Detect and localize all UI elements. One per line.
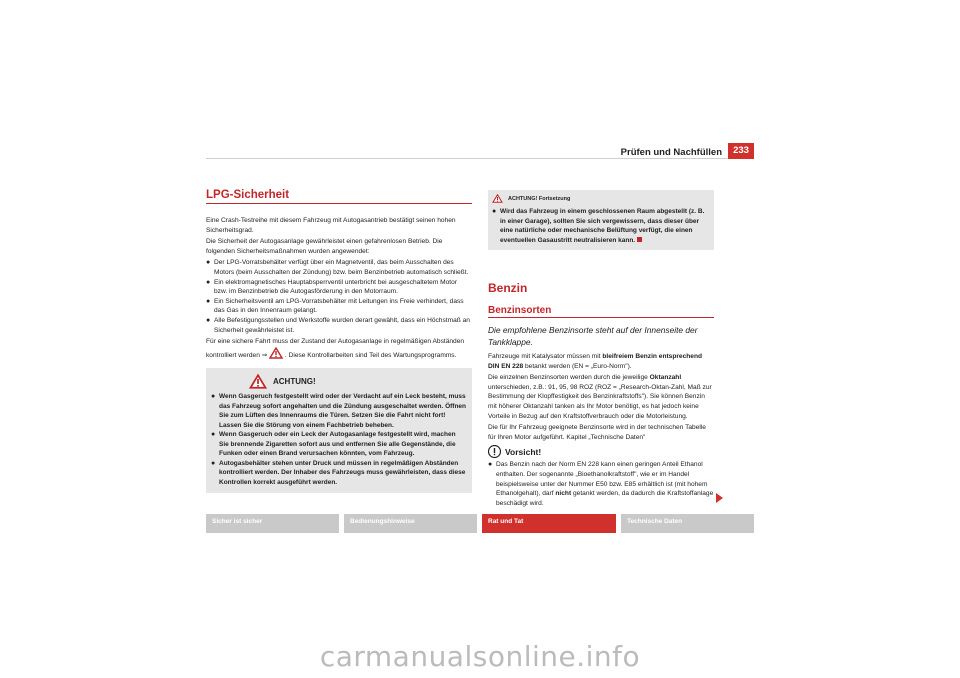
paragraph: Für eine sichere Fahrt muss der Zustand der Autogasanlage in regelmäßigen Abständen kontrolliert werden ⇒ . Diese Kontrollarbeiten sind Teil des Wartungsprogramms. — [206, 338, 465, 359]
warning-ref-icon — [269, 347, 283, 359]
footer-tab-technische-daten[interactable]: Technische Daten — [621, 514, 754, 533]
section-title-lpg: LPG-Sicherheit — [206, 189, 290, 201]
list-item: ● Das Benzin nach der Norm EN 228 kann einen geringen Anteil Ethanol enthalten. Der sogenannte „Bioethanolkraftstoff", wie er im Handel beispielsweise unter der Nummer E50 bzw. E85 erhältlich ist (mit hohem Ethanolgehalt), darf nicht getankt werden, da dadurch die Kraftstoffanlage beschädigt wird. — [488, 461, 714, 507]
warning-continued-text — [492, 207, 710, 245]
caution-icon — [488, 445, 501, 458]
chapter-title: Prüfen und Nachfüllen — [620, 147, 722, 158]
list-item: ● Autogasbehälter stehen unter Druck und müssen in regelmäßigen Abständen kontrolliert werden. Der Inhaber des Fahrzeugs muss gewährleisten, dass diese Kontrollen korrekt ausgeführt werden. — [211, 459, 466, 486]
page-number: 233 — [728, 143, 754, 159]
watermark: carmanualsonline.info — [319, 640, 641, 673]
list-item: ● Der LPG-Vorratsbehälter verfügt über ein Magnetventil, das beim Ausschalten des Motors (beim Ausschalten der Zündung) bzw. beim Benzinbetrieb automatisch schließt. — [206, 259, 469, 276]
list-item: ● Wird das Fahrzeug in einem geschlossenen Raum abgestellt (z. B. in einer Garage), sollten Sie sich vergewissern, dass dieser über eine natürliche oder mechanische Belüftung verfügt, die einen eventuellen Gasaustritt neutralisieren kann. — [492, 208, 705, 244]
warning-continued-box — [488, 190, 714, 250]
footer-tab-sicher[interactable]: Sicher ist sicher — [206, 514, 339, 533]
caution-title: Vorsicht! — [505, 446, 542, 457]
paragraph: Die Sicherheit der Autogasanlage gewährleistet einen gefahrenlosen Betrieb. Die folgenden Sicherheitsmaßnahmen wurden angewendet: — [206, 238, 443, 255]
end-marker-icon — [637, 237, 642, 242]
list-item: ● Ein elektromagnetisches Hauptabsperrventil unterbricht bei ausgeschaltetem Motor bzw. im Benzinbetrieb die Autogasförderung in den Motorraum. — [206, 278, 457, 296]
paragraph: Die einzelnen Benzinsorten werden durch die jeweilige Oktanzahl unterschieden, z.B.: 91, 95, 98 ROZ (ROZ = „Research-Oktan-Zahl, Maß zur Bestimmung der Klopffestigkeit des Benzinkraftstoffs"). Sie können Benzin mit höherer Oktanzahl tanken als Ihr Motor benötigt, es hat jedoch keine Vorteile in Bezug auf den Kraftstoffverbrauch oder die Motorleistung. — [488, 374, 712, 420]
caution-header — [488, 445, 714, 458]
paragraph: Eine Crash-Testreihe mit diesem Fahrzeug mit Autogasantrieb bestätigt seinen hohen Sicherheitsgrad. — [206, 217, 456, 234]
warning-icon — [249, 374, 267, 389]
caution-body — [488, 460, 714, 508]
warning-title: ACHTUNG! — [273, 377, 316, 387]
warning-header — [249, 374, 467, 389]
list-item: ● Wenn Gasgeruch oder ein Leck der Autogasanlage festgestellt wird, machen Sie brennende Zigaretten sofort aus und entfernen Sie alle Gegenstände, die Funken oder einen Brand verursachen könnten, vom Fahrzeug. — [211, 431, 456, 458]
section-title-benzin: Benzin — [488, 281, 528, 295]
header-rule — [206, 158, 754, 159]
list-item: ● Wenn Gasgeruch festgestellt wird oder der Verdacht auf ein Leck besteht, muss das Fahrzeug sofort angehalten und die Zündung ausgeschaltet werden. Öffnen Sie zum Lüften des Innenraums die Türen. Setzen Sie die Fahrt nicht fort! Lassen Sie die Störung von einem Fachbetrieb beheben. — [211, 393, 467, 429]
paragraph: Die für Ihr Fahrzeug geeignete Benzinsorte wird in der technischen Tabelle für Ihren Motor aufgeführt. Kapitel „Technische Daten" — [488, 424, 706, 441]
tagline: Die empfohlene Benzinsorte steht auf der Innenseite der Tankklappe. — [488, 325, 698, 347]
paragraph: Fahrzeuge mit Katalysator müssen mit bleifreiem Benzin entsprechend DIN EN 228 betankt werden (EN = „Euro-Norm"). — [488, 353, 703, 370]
subsection-title: Benzinsorten — [488, 305, 552, 316]
section-rule — [206, 203, 472, 204]
list-item: ● Alle Befestigungsstellen und Werkstoffe wurden derart gewählt, dass ein Höchstmaß an Sicherheit gewährleistet ist. — [206, 316, 470, 334]
benzin-body — [488, 352, 714, 442]
warning-continued-header: ACHTUNG! Fortsetzung — [492, 194, 710, 203]
warning-icon — [492, 194, 503, 203]
lpg-body — [206, 216, 472, 360]
left-column — [206, 189, 472, 493]
list-item: ● Ein Sicherheitsventil am LPG-Vorratsbehälter mit Leitungen ins Freie verhindert, dass das Gas in den Innenraum gelangt. — [206, 297, 464, 315]
section-rule — [488, 317, 714, 318]
warning-list — [211, 392, 467, 487]
warning-box — [206, 368, 472, 493]
right-column — [488, 190, 714, 508]
footer-tab-rat-und-tat[interactable]: Rat und Tat — [482, 514, 616, 533]
next-page-arrow-icon — [716, 493, 723, 503]
footer-tab-bedienung[interactable]: Bedienungshinweise — [344, 514, 477, 533]
